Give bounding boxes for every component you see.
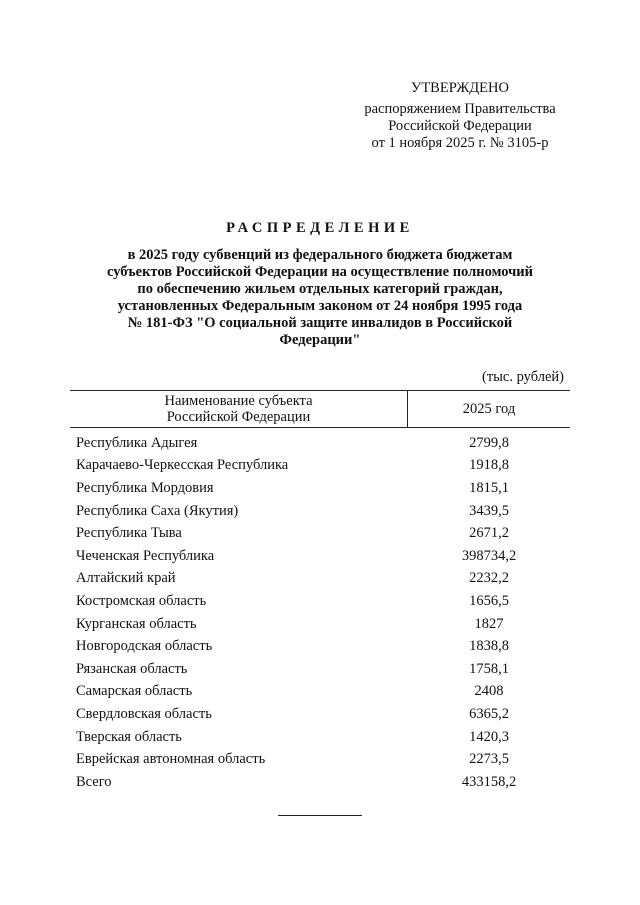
subvention-value: 2408 <box>474 683 504 700</box>
table-row <box>70 477 570 500</box>
subvention-value: 1827 <box>474 615 504 632</box>
region-name: Республика Мордовия <box>76 479 214 496</box>
distribution-table <box>70 390 570 794</box>
approval-title: УТВЕРЖДЕНО <box>411 80 509 96</box>
subvention-value: 1758,1 <box>469 660 509 677</box>
table-row <box>70 568 570 591</box>
document-subtitle <box>100 247 540 349</box>
region-name: Карачаево-Черкесская Республика <box>76 457 289 474</box>
region-name: Рязанская область <box>76 660 188 677</box>
region-name: Курганская область <box>76 615 197 632</box>
region-name: Республика Тыва <box>76 525 182 542</box>
table-row <box>70 522 570 545</box>
subvention-value: 3439,5 <box>469 502 509 519</box>
approval-line: от 1 ноября 2025 г. № 3105-р <box>371 135 549 151</box>
subvention-value: 2273,5 <box>469 751 509 768</box>
subtitle-line: установленных Федеральным законом от 24 ноября 1995 года <box>117 298 523 314</box>
header-name-column <box>70 391 408 427</box>
subvention-value: 433158,2 <box>461 773 517 790</box>
subtitle-line: по обеспечению жильем отдельных категорий граждан, <box>137 281 503 297</box>
region-name: Республика Адыгея <box>76 434 198 451</box>
subvention-value: 6365,2 <box>469 705 509 722</box>
subvention-value: 2232,2 <box>469 570 509 587</box>
document-title: РАСПРЕДЕЛЕНИЕ <box>226 220 414 236</box>
subvention-value: 398734,2 <box>461 547 517 564</box>
region-name: Чеченская Республика <box>76 547 215 564</box>
region-name: Свердловская область <box>76 705 212 722</box>
units-label: (тыс. рублей) <box>482 369 564 385</box>
table-row <box>70 432 570 455</box>
region-name: Всего <box>76 773 112 790</box>
region-name: Республика Саха (Якутия) <box>76 502 239 519</box>
table-header <box>70 390 570 428</box>
table-body <box>70 428 570 794</box>
end-divider <box>278 815 362 816</box>
table-row <box>70 658 570 681</box>
region-name: Еврейская автономная область <box>76 751 266 768</box>
subtitle-line: субъектов Российской Федерации на осуществление полномочий <box>106 264 534 280</box>
table-row <box>70 635 570 658</box>
table-row <box>70 455 570 478</box>
subvention-value: 1656,5 <box>469 592 509 609</box>
subvention-value: 2671,2 <box>469 525 509 542</box>
region-name: Тверская область <box>76 728 182 745</box>
subvention-value: 1838,8 <box>469 638 509 655</box>
subvention-value: 1918,8 <box>469 457 509 474</box>
region-name: Самарская область <box>76 683 193 700</box>
approval-line: Российской Федерации <box>388 118 532 134</box>
subvention-value: 1420,3 <box>469 728 509 745</box>
table-row <box>70 703 570 726</box>
table-row <box>70 726 570 749</box>
subvention-value: 1815,1 <box>469 479 509 496</box>
table-row <box>70 613 570 636</box>
header-name-line: Наименование субъекта <box>164 393 313 409</box>
region-name: Новгородская область <box>76 638 213 655</box>
table-row <box>70 748 570 771</box>
approval-block <box>340 80 580 152</box>
subtitle-line: № 181-ФЗ "О социальной защите инвалидов в Российской <box>127 315 513 331</box>
table-row <box>70 590 570 613</box>
approval-line: распоряжением Правительства <box>364 101 556 117</box>
header-name-line: Российской Федерации <box>166 409 311 425</box>
subvention-value: 2799,8 <box>469 434 509 451</box>
table-row <box>70 681 570 704</box>
region-name: Алтайский край <box>76 570 176 587</box>
subtitle-line: в 2025 году субвенций из федерального бюджета бюджетам <box>127 247 513 263</box>
total-row <box>70 771 570 794</box>
subtitle-line: Федерации" <box>279 332 361 348</box>
table-row <box>70 500 570 523</box>
table-row <box>70 545 570 568</box>
header-year-column: 2025 год <box>462 401 516 417</box>
region-name: Костромская область <box>76 592 207 609</box>
